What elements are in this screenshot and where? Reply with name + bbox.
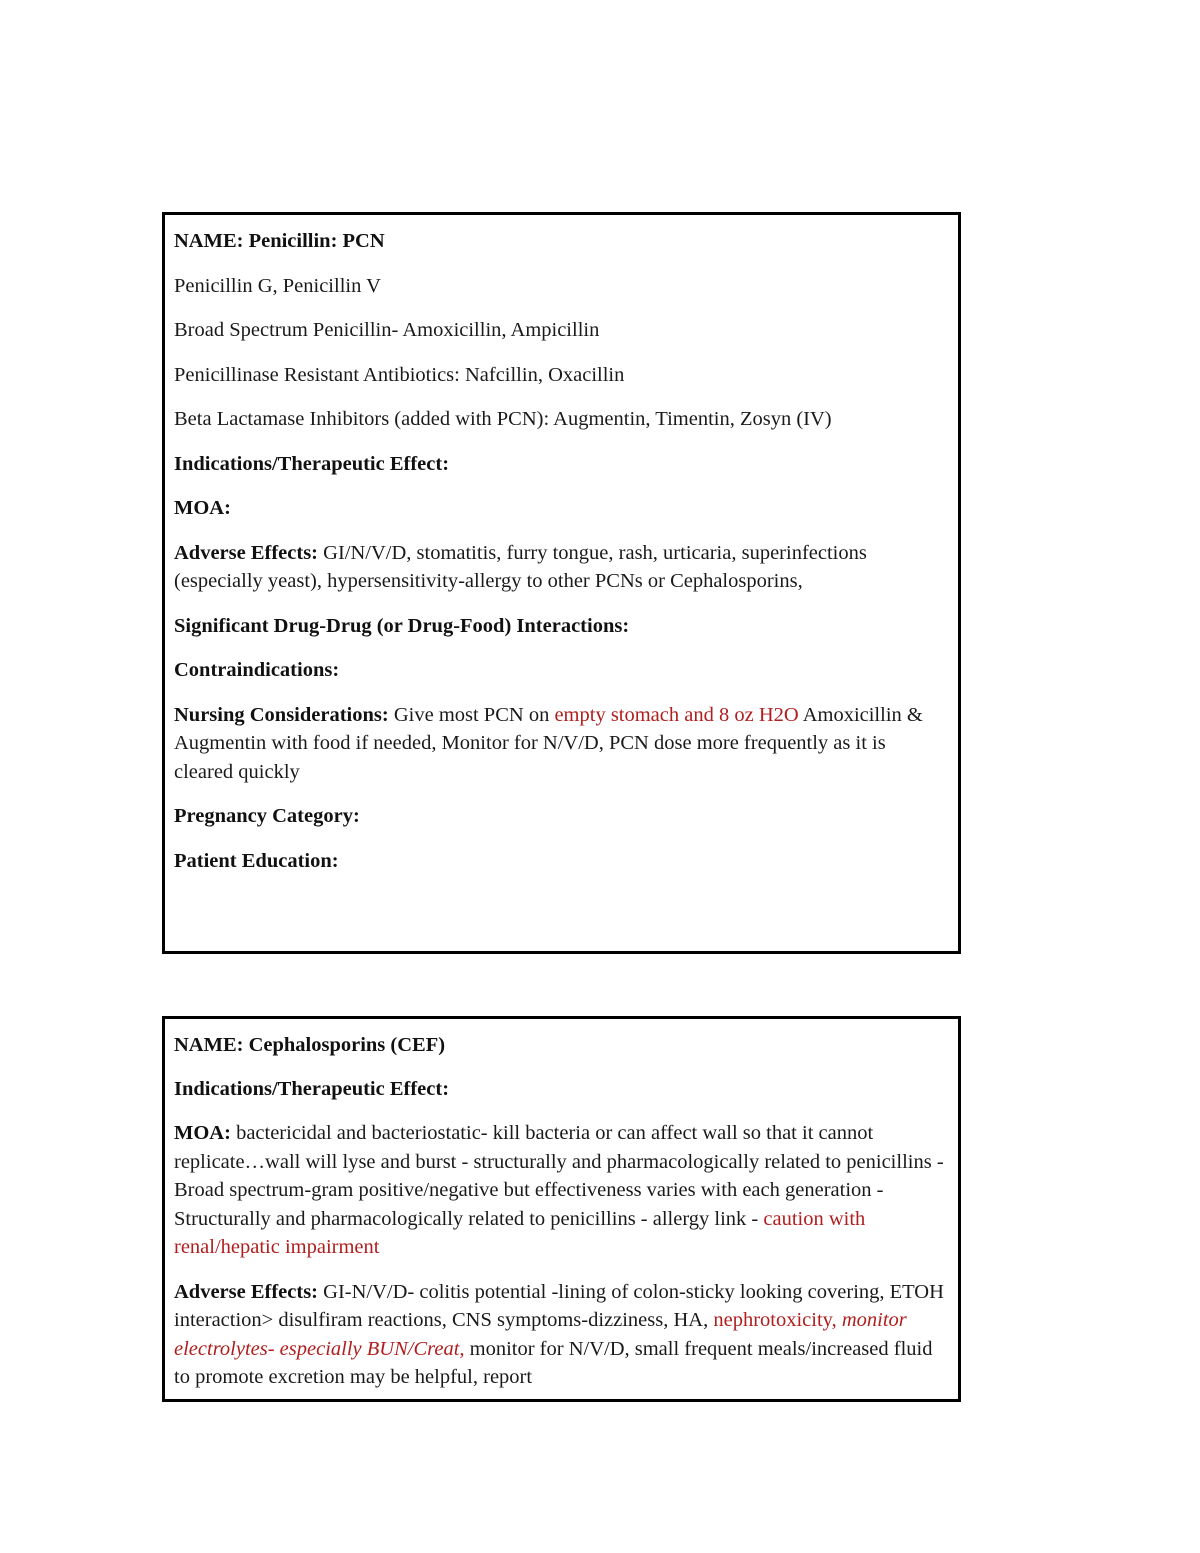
indications-heading: Indications/Therapeutic Effect: bbox=[174, 452, 450, 475]
adverse-effects: Adverse Effects: GI-N/V/D- colitis potential -lining of colon-sticky looking covering, ETOH interaction> disulfiram reactions, CNS symptoms-dizziness, HA, nephrotoxicity, monitor electrolytes- especially BUN/Creat, monitor for N/V/D, small frequent meals/increased fluid to promote excretion may be helpful, report bbox=[174, 1280, 944, 1388]
drug-line: Broad Spectrum Penicillin- Amoxicillin, Ampicillin bbox=[174, 319, 600, 341]
drug-line: Penicillinase Resistant Antibiotics: Nafcillin, Oxacillin bbox=[174, 363, 625, 386]
adverse-effects: Adverse Effects: GI/N/V/D, stomatitis, furry tongue, rash, urticaria, superinfections (especially yeast), hypersensitivity-allergy to other PCNs or Cephalosporins, bbox=[174, 541, 867, 592]
pregnancy-heading: Pregnancy Category: bbox=[174, 805, 360, 827]
indications-heading: Indications/Therapeutic Effect: bbox=[174, 1077, 450, 1100]
drug-line: Beta Lactamase Inhibitors (added with PCN): Augmentin, Timentin, Zosyn (IV) bbox=[174, 408, 832, 430]
penicillin-card bbox=[162, 212, 961, 954]
highlight-text: nephrotoxicity, bbox=[713, 1309, 837, 1331]
nursing-considerations: Nursing Considerations: Give most PCN on empty stomach and 8 oz H2O Amoxicillin & Augmentin with food if needed, Monitor for N/V/D, PCN dose more frequently as it is cleared quickly bbox=[174, 703, 923, 783]
highlight-text: monitor electrolytes- especially BUN/Creat, bbox=[174, 1309, 907, 1360]
education-heading: Patient Education: bbox=[174, 849, 339, 872]
drug-name: NAME: Cephalosporins (CEF) bbox=[174, 1034, 446, 1056]
highlight-text: caution with renal/hepatic impairment bbox=[174, 1207, 866, 1258]
cephalosporins-card bbox=[162, 1016, 961, 1402]
moa-heading: MOA: bbox=[174, 497, 231, 519]
contraindications-heading: Contraindications: bbox=[174, 659, 340, 681]
highlight-text: empty stomach and 8 oz H2O bbox=[554, 703, 799, 726]
drug-line: Penicillin G, Penicillin V bbox=[174, 274, 381, 297]
moa: MOA: bactericidal and bacteriostatic- kill bacteria or can affect wall so that it cannot replicate…wall will lyse and burst - structurally and pharmacologically related to penicillins - Broad spectrum-gram positive/negative but effectiveness varies with each generation - Structurally and pharmacologically related to penicillins - allergy link - caution with renal/hepatic impairment bbox=[174, 1122, 944, 1258]
interactions-heading: Significant Drug-Drug (or Drug-Food) Interactions: bbox=[174, 614, 630, 637]
drug-name: NAME: Penicillin: PCN bbox=[174, 230, 385, 252]
